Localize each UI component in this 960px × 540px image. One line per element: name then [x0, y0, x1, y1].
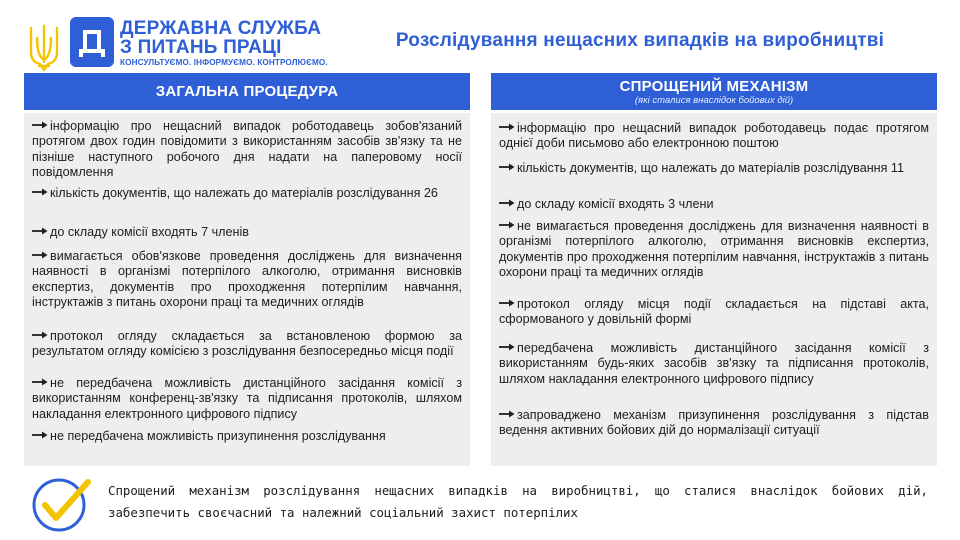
arrow-right-icon: [32, 431, 48, 439]
org-name-line1: ДЕРЖАВНА СЛУЖБА: [120, 18, 322, 39]
simplified-mechanism-header: [491, 73, 937, 110]
simplified-mechanism-title: СПРОЩЕНИЙ МЕХАНІЗМ: [619, 78, 809, 95]
arrow-right-icon: [499, 199, 515, 207]
org-motto: КОНСУЛЬТУЄМО. ІНФОРМУЄМО. КОНТРОЛЮЄМО.: [120, 58, 328, 67]
list-item-text: протокол огляду складається за встановленою формою за результатом огляду комісією з розслідування безпосередньо місця події: [32, 329, 462, 359]
simplified-mechanism-list: [491, 113, 937, 466]
general-procedure-header: [24, 73, 470, 110]
list-item-text: не передбачена можливість призупинення розслідування: [50, 429, 386, 443]
arrow-right-icon: [499, 410, 515, 418]
list-item: [32, 429, 462, 444]
list-item-text: не передбачена можливість дистанційного засідання комісії з використанням конференц-зв'язку та підписання протоколів, шляхом накладання електронного цифрового підпису: [32, 376, 462, 421]
arrow-right-icon: [32, 378, 48, 386]
arrow-right-icon: [499, 343, 515, 351]
list-item-text: кількість документів, що належать до матеріалів розслідування 11: [517, 161, 905, 175]
simplified-mechanism-subtitle: (які сталися внаслідок бойових дій): [634, 95, 794, 106]
arrow-right-icon: [499, 221, 515, 229]
arrow-right-icon: [32, 188, 48, 196]
arrow-right-icon: [499, 163, 515, 171]
list-item: [32, 119, 462, 181]
list-item-text: інформацію про нещасний випадок роботодавець подає протягом однієї доби письмово або електронною поштою: [499, 121, 929, 151]
list-item: [499, 161, 929, 176]
list-item-text: запроваджено механізм призупинення розслідування з підстав ведення активних бойових дій до нормалізації ситуації: [499, 408, 929, 438]
summary-text: Спрощений механізм розслідування нещасних випадків на виробництві, що сталися внаслідок бойових дій, забезпечить своєчасний та належний соціальний захист потерпілих: [108, 483, 928, 520]
list-item: [499, 408, 929, 439]
arrow-right-icon: [499, 123, 515, 131]
arrow-right-icon: [32, 251, 48, 259]
list-item: [499, 121, 929, 152]
list-item-text: не вимагається проведення досліджень для визначення наявності в організмі потерпілого алкоголю, отримання висновків експертиз, документів про проходження потерпілим навчання, інструктажів з питань охорони праці та медичних оглядів: [499, 219, 929, 280]
org-name-line2: З ПИТАНЬ ПРАЦІ: [120, 37, 282, 58]
arrow-right-icon: [32, 331, 48, 339]
list-item-text: передбачена можливість дистанційного засідання комісії з використанням будь-яких засобів зв'язку та підписання протоколів, шляхом накладання електронного цифрового підпису: [499, 341, 929, 386]
list-item: [32, 329, 462, 360]
list-item-text: протокол огляду місця події складається на підставі акта, сформованого у довільній формі: [499, 297, 929, 327]
arrow-right-icon: [32, 121, 48, 129]
page-title: Розслідування нещасних випадків на виробництві: [395, 30, 885, 51]
list-item-text: кількість документів, що належать до матеріалів розслідування 26: [50, 186, 438, 200]
list-item: [499, 219, 929, 281]
general-procedure-panel: [24, 73, 470, 466]
arrow-right-icon: [32, 227, 48, 235]
general-procedure-title: ЗАГАЛЬНА ПРОЦЕДУРА: [155, 83, 339, 100]
list-item: [32, 186, 462, 201]
list-item: [32, 249, 462, 311]
list-item: [499, 197, 929, 212]
list-item: [499, 341, 929, 387]
list-item: [32, 225, 462, 240]
logo-badge-icon: [70, 17, 114, 67]
simplified-mechanism-panel: [491, 73, 937, 466]
general-procedure-list: [24, 113, 470, 466]
arrow-right-icon: [499, 299, 515, 307]
list-item-text: інформацію про нещасний випадок роботодавець зобов'язаний протягом двох годин повідомити з використанням засобів зв'язку та не пізніше наступного робочого дня надати на паперовому носії повідомлення: [32, 119, 462, 180]
list-item-text: до складу комісії входять 3 члени: [517, 197, 714, 211]
list-item: [32, 376, 462, 422]
list-item-text: вимагається обов'язкове проведення досліджень для визначення наявності в організмі потерпілого алкоголю, отримання висновків експертиз, документів про проходження потерпілим навчання, інструктажів з питань охорони праці та медичних оглядів: [32, 249, 462, 310]
trident-emblem-icon: [26, 22, 62, 74]
list-item: [499, 297, 929, 328]
list-item-text: до складу комісії входять 7 членів: [50, 225, 249, 239]
checkmark-circle-icon: [30, 474, 92, 534]
